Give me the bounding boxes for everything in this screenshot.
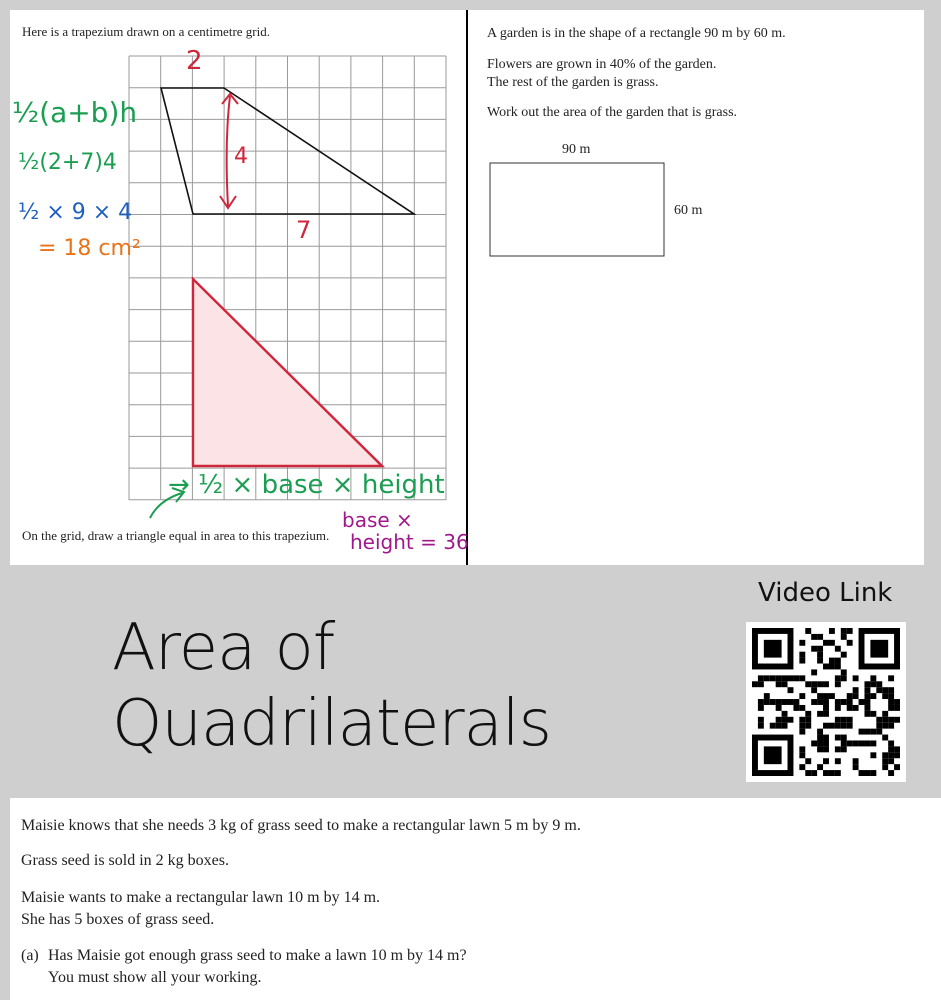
part-a-line-1: Has Maisie got enough grass seed to make a lawn 10 m by 14 m? bbox=[48, 947, 467, 964]
base-height-line1: base × bbox=[342, 508, 413, 532]
qr-code-graphic bbox=[746, 622, 906, 782]
part-a-line-2: You must show all your working. bbox=[48, 969, 262, 986]
maisie-line-1: Maisie knows that she needs 3 kg of grass seed to make a rectangular lawn 5 m by 9 m. bbox=[21, 817, 581, 834]
title-line-2: Quadrilaterals bbox=[112, 687, 551, 761]
formula-product: ½ × 9 × 4 bbox=[18, 200, 133, 225]
garden-line-4: Work out the area of the garden that is grass. bbox=[487, 105, 738, 120]
bottom-side-label: 7 bbox=[296, 216, 312, 244]
height-label: 4 bbox=[234, 144, 248, 169]
garden-line-2: Flowers are grown in 40% of the garden. bbox=[487, 57, 717, 72]
trapezium-instruction-text: On the grid, draw a triangle equal in area to this trapezium. bbox=[22, 528, 330, 543]
base-height-line2: height = 36 bbox=[350, 530, 469, 554]
trapezium-formula: ½(a+b)h bbox=[12, 96, 138, 129]
garden-rectangle bbox=[490, 163, 664, 256]
garden-line-3: The rest of the garden is grass. bbox=[487, 75, 659, 90]
maisie-line-3: Maisie wants to make a rectangular lawn 10 m by 14 m. bbox=[21, 889, 381, 906]
maisie-line-2: Grass seed is sold in 2 kg boxes. bbox=[21, 852, 229, 869]
video-link-label[interactable]: Video Link bbox=[758, 578, 893, 608]
triangle-area-formula: → ½ × base × height bbox=[168, 470, 445, 500]
garden-line-1: A garden is in the shape of a rectangle 90 m by 60 m. bbox=[487, 26, 786, 41]
trapezium-intro-text: Here is a trapezium drawn on a centimetre grid. bbox=[22, 24, 270, 39]
maisie-line-4: She has 5 boxes of grass seed. bbox=[21, 911, 215, 928]
title-line-1: Area of bbox=[112, 611, 335, 685]
top-side-label: 2 bbox=[186, 46, 203, 76]
garden-height-label: 60 m bbox=[674, 203, 703, 218]
formula-substitution: ½(2+7)4 bbox=[18, 150, 117, 175]
page-title bbox=[112, 610, 551, 762]
area-result: = 18 cm² bbox=[38, 236, 141, 261]
garden-width-label: 90 m bbox=[562, 142, 591, 157]
qr-code-icon[interactable] bbox=[746, 622, 906, 782]
part-a-label: (a) bbox=[21, 947, 39, 964]
